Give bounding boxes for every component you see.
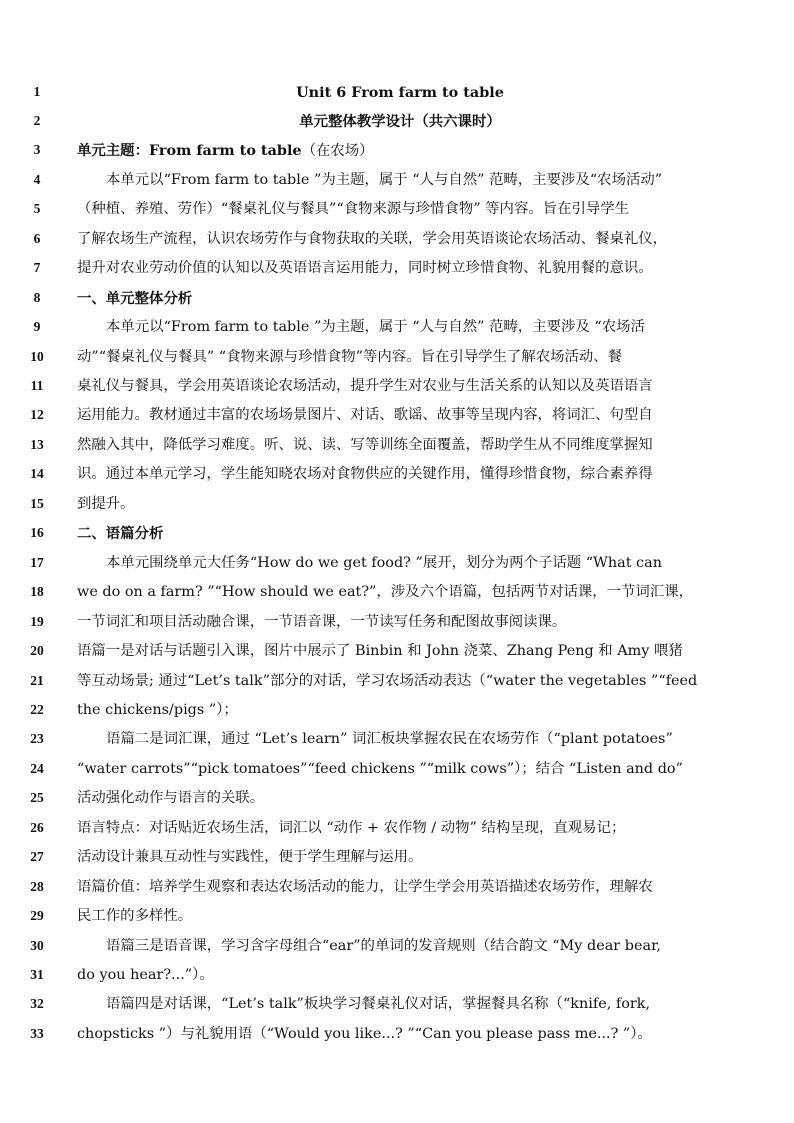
line-number: 10: [30, 348, 44, 364]
line-rest: （在农场）: [301, 143, 374, 160]
document-line: [0, 961, 794, 990]
line-number: 21: [30, 672, 44, 688]
line-number: 4: [33, 171, 41, 187]
line-number: 1: [33, 83, 41, 99]
document-line: [0, 490, 794, 519]
document-line: [0, 401, 794, 430]
line-number: 26: [30, 819, 44, 835]
line-text: 到提升。: [77, 495, 135, 512]
document-line: [0, 932, 794, 961]
document-line: [0, 814, 794, 843]
document-line: [0, 549, 794, 578]
line-number: 27: [30, 849, 44, 865]
document-line: [0, 166, 794, 195]
line-number: 17: [30, 554, 44, 570]
line-text: “water carrots”“pick tomatoes”“feed chickens ”“milk cows”）；结合 “Listen and do”: [77, 760, 683, 777]
document-line: [0, 343, 794, 372]
line-text: （种植、养殖、劳作）“餐桌礼仪与餐具”“食物来源与珍惜食物” 等内容。旨在引导学生: [77, 201, 630, 218]
line-text: 桌礼仪与餐具，学会用英语谈论农场活动，提升学生对农业与生活关系的认知以及英语语言: [77, 378, 653, 394]
line-text: 一节词汇和项目活动融合课，一节语音课，一节读写任务和配图故事阅读课。: [77, 613, 567, 630]
line-number: 22: [30, 701, 44, 717]
line-number: 15: [30, 495, 44, 511]
line-number: 20: [30, 643, 44, 659]
document-line: [0, 637, 794, 666]
line-text: 识。通过本单元学习，学生能知晓农场对食物供应的关键作用，懂得珍惜食物，综合素养得: [77, 466, 653, 483]
document-line: [0, 136, 794, 165]
line-number: 29: [30, 908, 44, 924]
line-text: [77, 136, 723, 166]
line-text: 民工作的多样性。: [77, 908, 193, 925]
line-number: 14: [30, 466, 44, 482]
line-text: 运用能力。教材通过丰富的农场场景图片、对话、歌谣、故事等呈现内容，将词汇、句型自: [77, 407, 653, 424]
line-number: 13: [30, 436, 44, 452]
line-text: 语篇四是对话课，“Let’s talk”板块学习餐桌礼仪对话，掌握餐具名称（“knife, fork,: [106, 996, 651, 1013]
line-text: 了解农场生产流程，认识农场劳作与食物获取的关联，学会用英语谈论农场活动、餐桌礼仪，: [77, 230, 668, 247]
document-line: [0, 313, 794, 342]
line-number: 25: [30, 790, 44, 806]
document-line: [0, 195, 794, 224]
line-text: 语篇价值：培养学生观察和表达农场活动的能力，让学生学会用英语描述农场劳作，理解农: [77, 878, 653, 895]
line-number: 32: [30, 996, 44, 1012]
document-line: [0, 755, 794, 784]
line-text: we do on a farm? ”“How should we eat?”，涉及六个语篇，包括两节对话课，一节词汇课，: [77, 584, 693, 601]
line-text: Unit 6 From farm to table: [296, 83, 504, 101]
document-line: [0, 107, 794, 136]
document-line: [0, 667, 794, 696]
line-text: 本单元以“From farm to table ”为主题，属于 “人与自然” 范畴，主要涉及“农场活动”: [106, 171, 663, 188]
document-line: [0, 696, 794, 725]
line-text: the chickens/pigs ”）；: [77, 701, 238, 718]
document-line: [0, 608, 794, 637]
document-line: [0, 254, 794, 283]
document-line: [0, 990, 794, 1019]
line-number: 9: [33, 319, 41, 335]
document-line: [0, 78, 794, 107]
line-number: 3: [33, 142, 41, 158]
line-number: 19: [30, 613, 44, 629]
line-text: 语言特点：对话贴近农场生活，词汇以 “动作 + 农作物 / 动物” 结构呈现，直观易记；: [77, 819, 626, 836]
line-text: 语篇二是词汇课，通过 “Let’s learn” 词汇板块掌握农民在农场劳作（“plant potatoes”: [106, 731, 673, 748]
line-text: 二、语篇分析: [77, 525, 164, 543]
line-bold-lead: 单元主题：From farm to table: [77, 142, 302, 160]
line-number: 5: [33, 201, 41, 217]
line-number: 28: [30, 878, 44, 894]
document-line: [0, 902, 794, 931]
document-line: [0, 372, 794, 401]
line-number: 2: [33, 112, 41, 128]
document-line: [0, 460, 794, 489]
line-number: 18: [30, 584, 44, 600]
line-text: 等互动场景; 通过“Let’s talk”部分的对话，学习农场活动表达（“water the vegetables ”“feed: [77, 672, 698, 689]
line-text: 本单元围绕单元大任务“How do we get food? ”展开，划分为两个子话题 “What can: [106, 554, 662, 571]
line-number: 6: [33, 230, 41, 246]
document-line: [0, 1020, 794, 1049]
line-number: 12: [30, 407, 44, 423]
line-number: 16: [30, 525, 44, 541]
document-line: [0, 578, 794, 607]
document-line: [0, 431, 794, 460]
document-line: [0, 225, 794, 254]
line-text: 语篇三是语音课，学习含字母组合“ear”的单词的发音规则（结合韵文 “My dear bear,: [106, 937, 661, 954]
document-line: [0, 784, 794, 813]
line-number: 8: [33, 289, 41, 305]
line-text: 本单元以“From farm to table ”为主题，属于 “人与自然” 范畴，主要涉及 “农场活: [106, 319, 645, 336]
line-number: 31: [30, 967, 44, 982]
line-text: 单元整体教学设计（共六课时）: [299, 112, 501, 130]
line-text: 动”“餐桌礼仪与餐具” “食物来源与珍惜食物”等内容。旨在引导学生了解农场活动、餐: [77, 348, 623, 365]
line-text: 一、单元整体分析: [77, 289, 193, 307]
line-text: do you hear?...”）。: [77, 967, 214, 983]
line-text: 活动强化动作与语言的关联。: [77, 790, 265, 807]
document-line: [0, 284, 794, 313]
line-number: 30: [30, 937, 44, 953]
document-line: [0, 519, 794, 548]
line-text: chopsticks ”）与礼貌用语（“Would you like...? ”“Can you please pass me...? ”）。: [77, 1025, 652, 1042]
line-text: 活动设计兼具互动性与实践性，便于学生理解与运用。: [77, 849, 423, 866]
line-text: 语篇一是对话与话题引入课，图片中展示了 Binbin 和 John 浇菜、Zhang Peng 和 Amy 喂猪: [77, 643, 683, 660]
document-line: [0, 843, 794, 872]
line-text: 然融入其中，降低学习难度。听、说、读、写等训练全面覆盖，帮助学生从不同维度掌握知: [77, 436, 653, 453]
line-number: 23: [30, 731, 44, 747]
line-number: 7: [33, 260, 41, 276]
line-number: 11: [30, 378, 44, 393]
line-number: 24: [30, 760, 44, 776]
document-line: [0, 725, 794, 754]
line-number: 33: [30, 1025, 44, 1041]
document-line: [0, 873, 794, 902]
line-text: 提升对农业劳动价值的认知以及英语语言运用能力，同时树立珍惜食物、礼貌用餐的意识。: [77, 260, 653, 277]
